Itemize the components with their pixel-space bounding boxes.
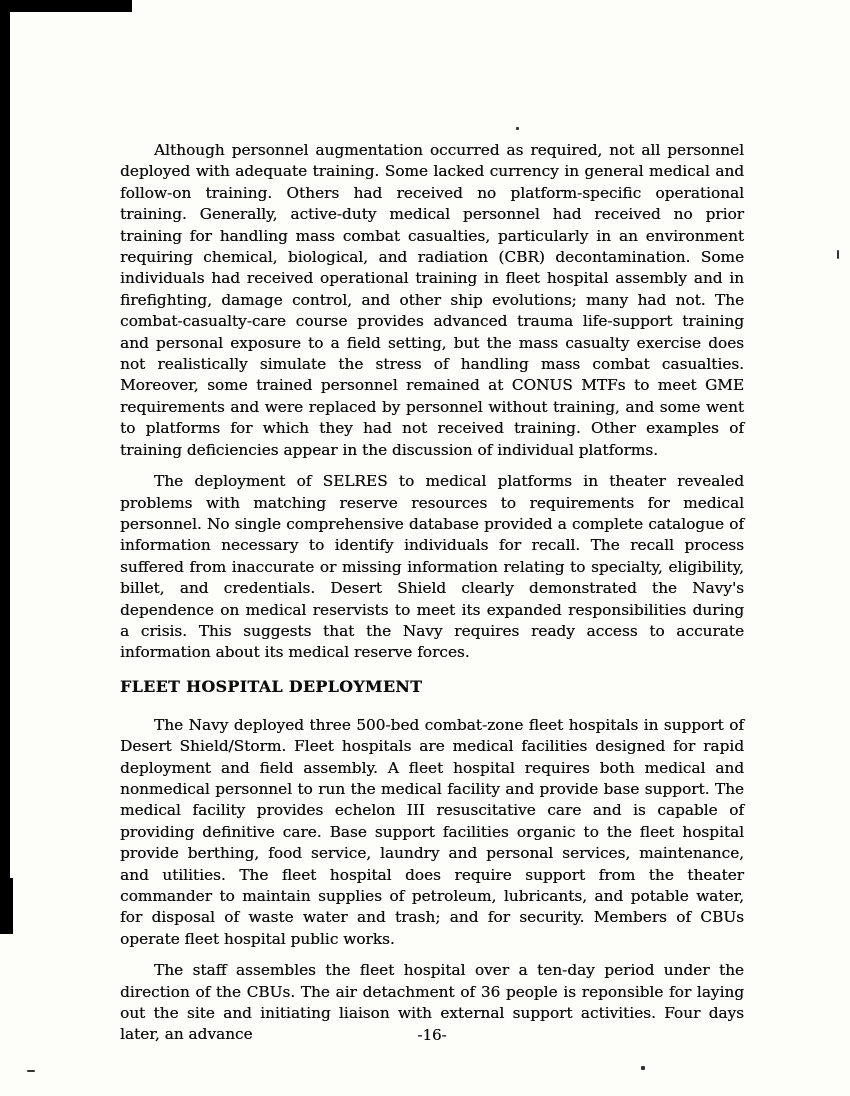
paragraph-training-deficiencies: Although personnel augmentation occurred as required, not all personnel deployed with adequate training. Some lacked currency in general medical and follow-on training. Others had received no platform-specific operational training. Generally, active-duty medical personnel had received no prior training for handling mass combat casualties, particularly in an environment requiring chemical, biological, and radiation (CBR) decontamination. Some individuals had received operational training in fleet hospital assembly and in firefighting, damage control, and other ship evolutions; many had not. The combat-casualty-care course provides advanced trauma life-support training and personal exposure to a field setting, but the mass casualty exercise does not realistically simulate the stress of handling mass combat casualties. Moreover, some trained personnel remained at CONUS MTFs to meet GME requirements and were replaced by personnel without training, and some went to platforms for which they had not received training. Other examples of training deficiencies appear in the discussion of individual platforms.: [120, 141, 744, 459]
scan-noise-speck: [837, 250, 839, 259]
scan-artifact-left-bar-lower: [0, 878, 13, 934]
scan-noise-speck: [516, 127, 519, 130]
section-heading-fleet-hospital-deployment: FLEET HOSPITAL DEPLOYMENT: [120, 676, 423, 696]
paragraph-staff-assembly: The staff assembles the fleet hospital over a ten-day period under the direction of the CBUs. The air detachment of 36 people is reponsible for laying out the site and initiating liaison with external support activities. Four days later, an advance: [120, 961, 744, 1044]
paragraph-selres-deployment: The deployment of SELRES to medical platforms in theater revealed problems with matching reserve resources to requirements for medical personnel. No single comprehensive database provided a complete catalogue of information necessary to identify individuals for recall. The recall process suffered from inaccurate or missing information relating to specialty, eligibility, billet, and credentials. Desert Shield clearly demonstrated the Navy's dependence on medical reservists to meet its expanded responsibilities during a crisis. This suggests that the Navy requires ready access to accurate information about its medical reserve forces.: [120, 472, 744, 662]
scan-artifact-top-bar: [0, 0, 132, 12]
paragraph-fleet-hospitals: The Navy deployed three 500-bed combat-zone fleet hospitals in support of Desert Shield/Storm. Fleet hospitals are medical facilities designed for rapid deployment and field assembly. A fleet hospital requires both medical and nonmedical personnel to run the medical facility and provide base support. The medical facility provides echelon III resuscitative care and is capable of providing definitive care. Base support facilities organic to the fleet hospital provide berthing, food service, laundry and personal services, maintenance, and utilities. The fleet hospital does require support from the theater commander to maintain supplies of petroleum, lubricants, and potable water, for disposal of waste water and trash; and for security. Members of CBUs operate fleet hospital public works.: [120, 715, 744, 948]
scan-artifact-left-bar: [0, 0, 10, 934]
page-number: -16-: [417, 1026, 447, 1044]
scan-noise-speck: [641, 1066, 645, 1070]
scan-noise-speck: [27, 1070, 35, 1072]
page-content: [120, 140, 744, 1056]
